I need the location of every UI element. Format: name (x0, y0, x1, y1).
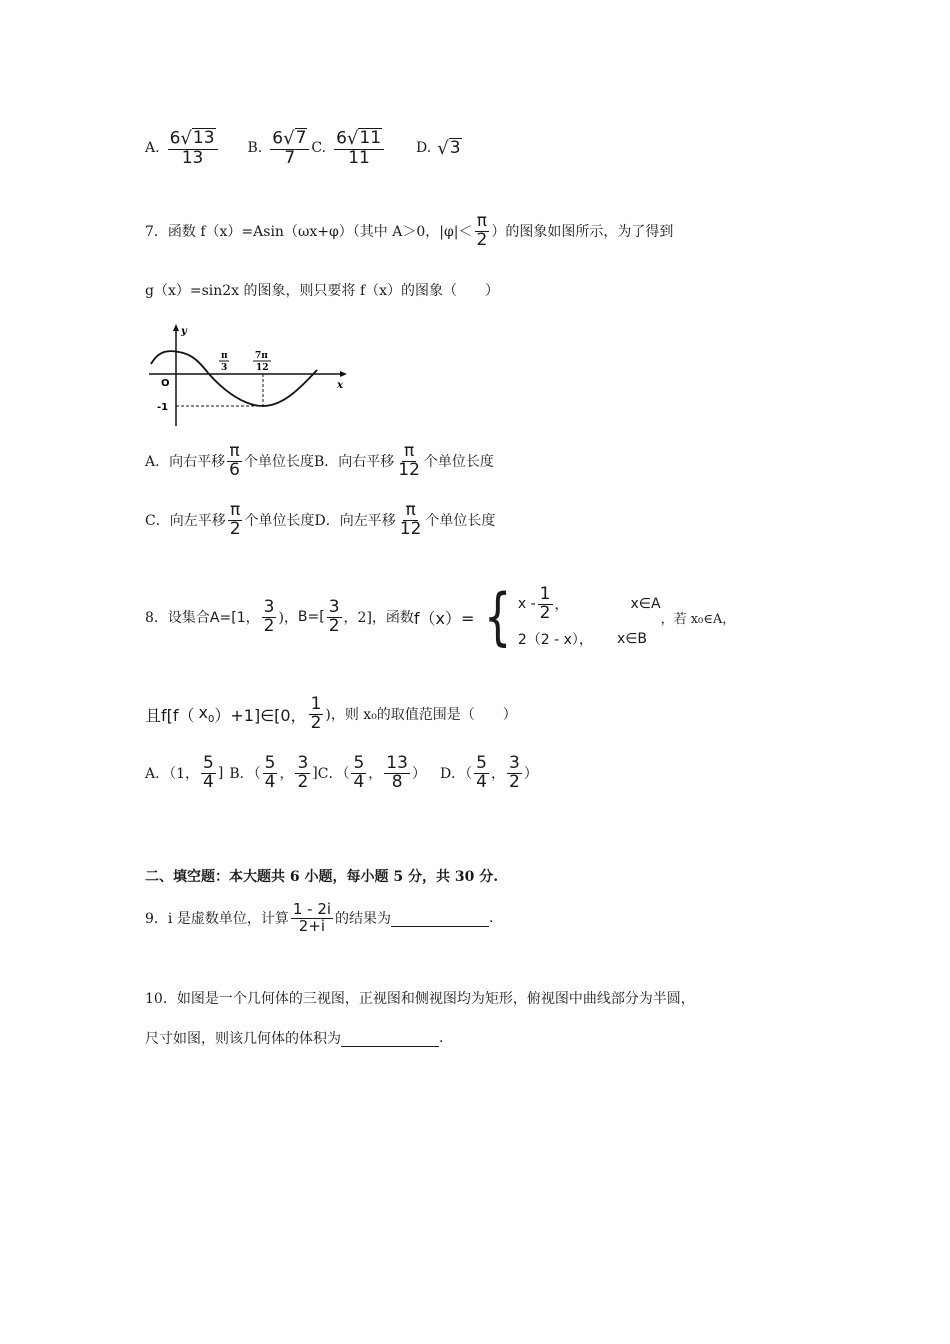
q9-pre: 9．i 是虚数单位，计算 (145, 911, 289, 928)
q7-opt-b-post: 个单位长度 (423, 454, 494, 471)
x-axis-arrow (340, 371, 347, 377)
q9-answer-blank[interactable] (391, 910, 489, 927)
q7-opt-b-pre: B．向右平移 (313, 454, 395, 471)
q7-opt-d-fraction (398, 502, 424, 539)
q7-opt-a-post: 个单位长度 (243, 454, 314, 471)
q7-opt-d-den: 12 (399, 518, 422, 539)
q8-case1-fraction (538, 586, 553, 623)
q7-opt-d-post: 个单位长度 (425, 513, 496, 530)
q8-opt-a-den: 4 (203, 771, 214, 792)
q6-d-radicand: 3 (449, 137, 461, 158)
y-axis-arrow (173, 324, 179, 331)
q8-opt-d-den2: 2 (509, 771, 520, 792)
q6-option-b-label: B. (247, 139, 263, 156)
q6-option-c-label: C. (311, 139, 327, 156)
q6-b-coef: 6 (272, 128, 284, 149)
q6-c-radicand: 11 (359, 128, 382, 148)
q7-opt-b-num: π (403, 441, 415, 461)
q7-opt-c-fraction (228, 502, 243, 539)
q8-opt-b-post: ] (312, 765, 318, 782)
q8-set-a-den: 2 (263, 615, 275, 636)
q8-line2-fraction (309, 696, 324, 733)
y-axis-label: y (181, 326, 187, 337)
q8-opt-c-fraction2 (384, 755, 410, 792)
q8-opt-d-post: ） (523, 766, 538, 783)
q7-opt-b-den: 12 (398, 459, 420, 480)
q8-x0-sub: 0 (207, 714, 215, 726)
q8-stem-line1 (145, 580, 736, 654)
q8-set-a-num: 3 (263, 597, 275, 617)
q8-case2-condition: x∈B (616, 630, 648, 647)
q8-set-b-den: 2 (328, 615, 340, 636)
q7-stem-line2-text: g（x）=sin2x 的图象，则只要将 f（x）的图象（ ） (145, 283, 500, 299)
q6-option-c-fraction: 6 √ 11 11 (334, 128, 384, 167)
q9-end: . (489, 910, 494, 927)
section2-heading (145, 866, 498, 886)
q8-opt-a-fraction (201, 755, 216, 792)
q7-opt-a-den: 6 (229, 459, 240, 480)
x-axis-label: x (337, 380, 343, 391)
q8-line2-pre: 且f[f（ (145, 705, 195, 725)
q9-num: 1 - 2i (292, 900, 332, 918)
q7-opt-c-num: π (230, 500, 241, 520)
q6-options (145, 128, 462, 167)
q8-case1-pre: x - (517, 596, 536, 613)
section2-heading-text: 二、填空题：本大题共 6 小题，每小题 5 分，共 30 分. (145, 869, 499, 885)
q8-opt-b-mid: ， (279, 766, 294, 783)
q7-opt-d-pre: D．向左平移 (314, 513, 396, 530)
q7-stem-line2 (145, 280, 499, 300)
q8-x0 (199, 703, 215, 725)
q8-line2-post: )，则 x₀的取值范围是（ ） (325, 707, 517, 724)
q8-opt-b-pre: B．（ (229, 766, 261, 783)
q8-case1-condition: x∈A (630, 596, 661, 613)
q8-line2-den: 2 (310, 712, 322, 733)
tick-pi-third-den: 3 (221, 363, 228, 373)
q10-line2-text: 尺寸如图，则该几何体的体积为 (145, 1031, 341, 1047)
q9-den: 2+i (298, 916, 326, 935)
q8-opt-b-den1: 4 (264, 771, 276, 792)
q8-opt-d-pre: D．（ (439, 766, 473, 783)
q7-frac-num: π (476, 211, 488, 231)
q7-phi-bound-fraction (475, 213, 490, 250)
q8-case-2 (518, 629, 661, 649)
q8-opt-d-den1: 4 (476, 771, 487, 792)
q7-stem-a: 7．函数 f（x）=Asin（ωx+φ）（其中 A＞0，|φ|＜ (145, 224, 473, 241)
q7-opt-a-num: π (229, 441, 240, 461)
q10-answer-blank[interactable] (341, 1030, 439, 1047)
q8-piecewise (478, 580, 661, 654)
q8-x0-var: x (198, 703, 208, 723)
q8-line2-mid: ）+1]∈[0， (214, 705, 307, 725)
q6-option-d-sqrt: √ 3 (437, 137, 461, 159)
q6-a-radicand: 13 (192, 128, 215, 148)
q8-opt-c-post: ） (411, 766, 426, 783)
q8-line2-num: 1 (310, 694, 322, 714)
q7-opt-d-num: π (405, 500, 416, 520)
q9-stem (145, 902, 494, 935)
q8-opt-b-fraction2 (295, 755, 310, 792)
tick-pi-third-num: π (221, 351, 228, 361)
q6-option-a-fraction: 6 √ 13 13 (168, 128, 218, 167)
q6-option-a-label: A. (145, 139, 160, 156)
q8-opt-c-num1: 5 (353, 753, 365, 773)
q7-frac-den: 2 (476, 229, 488, 250)
q7-options-ab (145, 443, 494, 480)
q6-a-denominator: 13 (181, 147, 204, 168)
q8-set-b-fraction (327, 599, 342, 636)
q7-sine-graph (145, 322, 355, 430)
q8-set-b-close: ，2]，函数 (343, 610, 414, 627)
q6-option-d-label: D. (416, 139, 432, 156)
q8-opt-b-num1: 5 (264, 753, 276, 773)
q8-opt-c-den1: 4 (353, 771, 365, 792)
q8-opt-c-mid: ， (368, 766, 383, 783)
q9-post: 的结果为 (335, 911, 392, 928)
q8-opt-d-num2: 3 (509, 753, 520, 773)
q6-option-b-fraction: 6 √ 7 7 (270, 128, 309, 167)
q7-stem-b: ）的图象如图所示，为了得到 (491, 224, 674, 241)
q8-tail: ，若 x₀∈A， (660, 611, 736, 627)
q7-opt-c-den: 2 (229, 518, 241, 539)
q6-a-coef: 6 (169, 128, 181, 149)
origin-label: O (161, 378, 170, 389)
q8-opt-b-fraction1 (263, 755, 278, 792)
q8-opt-d-fraction2 (507, 755, 522, 792)
q8-set-b-open: B=[ (297, 609, 325, 626)
q8-opt-a-pre: A．（1， (145, 766, 200, 783)
q8-opt-d-num1: 5 (476, 753, 487, 773)
q8-set-a-open: A=[1， (209, 610, 260, 627)
q8-opt-d-fraction1 (474, 755, 489, 792)
q8-case1-den: 2 (539, 602, 551, 623)
q8-cases (518, 586, 661, 649)
q7-opt-c-post: 个单位长度 (244, 513, 315, 530)
q8-case2-expr: 2（2 - x）， (517, 631, 593, 648)
q8-case-1 (518, 586, 661, 623)
q8-opt-b-den2: 2 (297, 771, 309, 792)
minus-one-label: -1 (157, 402, 169, 413)
q8-opt-c-pre: C．（ (317, 766, 350, 783)
q6-b-radicand: 7 (295, 128, 307, 148)
q6-b-denominator: 7 (284, 147, 296, 168)
q8-opt-d-mid: ， (491, 766, 505, 783)
q10-line1-text: 10．如图是一个几何体的三视图，正视图和侧视图均为矩形，俯视图中曲线部分为半圆， (145, 991, 695, 1007)
q10-line2 (145, 1028, 443, 1048)
q7-stem-line1 (145, 213, 673, 250)
q10-end: . (439, 1030, 444, 1046)
q8-case1-num: 1 (539, 584, 551, 604)
q8-function-name: f（x）= (413, 608, 475, 628)
tick-seven-pi-twelfth-num: 7π (255, 351, 268, 361)
q7-options-cd (145, 502, 495, 539)
q8-opt-c-fraction1 (351, 755, 366, 792)
q8-set-a-close: )， (278, 610, 298, 627)
q7-opt-a-pre: A．向右平移 (145, 454, 226, 471)
q8-opt-a-num: 5 (203, 753, 214, 773)
q10-line1 (145, 988, 695, 1008)
q6-c-coef: 6 (336, 128, 347, 149)
q8-set-a-fraction (262, 599, 277, 636)
q6-c-denominator: 11 (348, 147, 370, 168)
tick-seven-pi-twelfth-den: 12 (256, 363, 269, 373)
q9-fraction (291, 902, 333, 935)
q7-opt-c-pre: C．向左平移 (145, 513, 226, 530)
q8-case1-post: ， (554, 597, 569, 614)
q7-opt-a-fraction (227, 443, 242, 480)
q7-opt-b-fraction (396, 443, 422, 480)
q8-pre: 8．设集合 (145, 610, 210, 627)
q8-set-b-num: 3 (328, 597, 340, 617)
q8-opt-b-num2: 3 (297, 753, 309, 773)
q8-opt-c-den2: 8 (391, 771, 403, 792)
q8-options (145, 755, 538, 792)
q8-opt-c-num2: 13 (386, 753, 408, 773)
q8-left-brace: { (484, 580, 512, 654)
q8-opt-a-post: ] (217, 765, 224, 782)
q8-stem-line2 (145, 696, 517, 733)
